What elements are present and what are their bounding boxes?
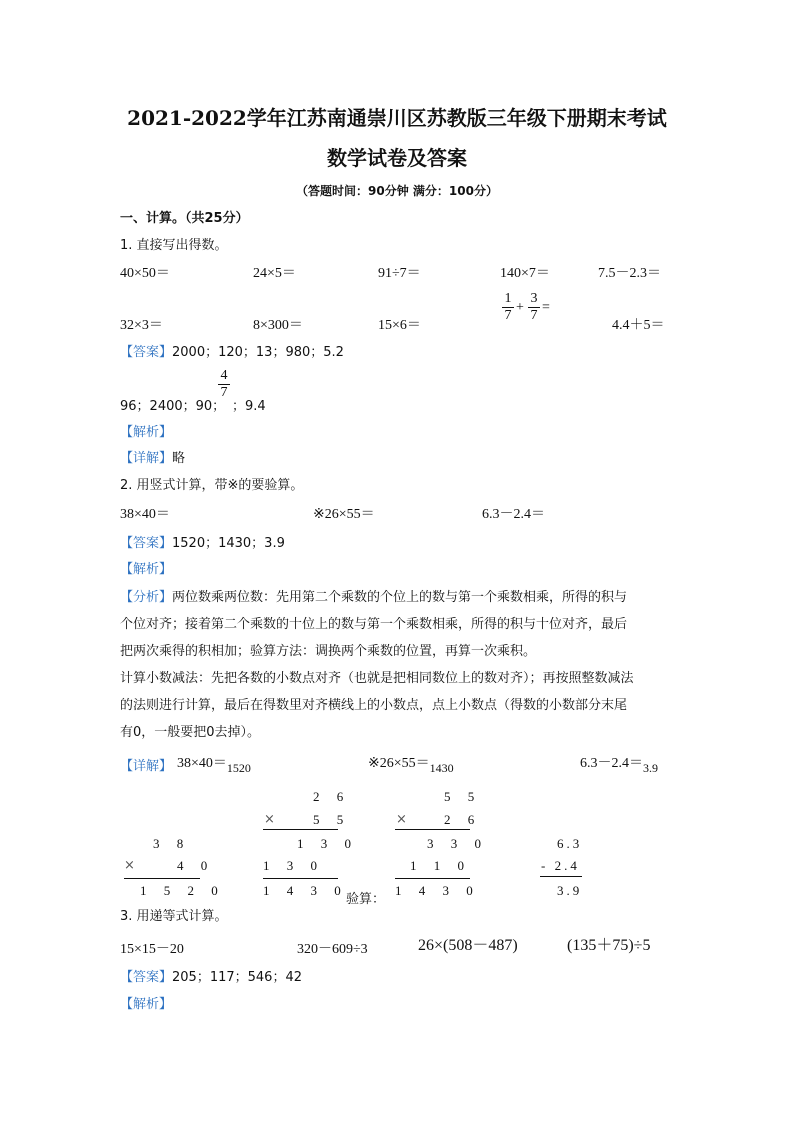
analysis-label: 【解析】 [120, 997, 173, 1012]
vertical-calc: 3.9 [557, 883, 583, 898]
answer: 【答案】1520；1430；3.9 [120, 536, 285, 551]
equals-sign: = [542, 300, 550, 315]
analysis-line: 计算小数减法：先把各数的小数点对齐（也就是把相同数位上的数对齐）；再按照整数减法 [120, 671, 634, 686]
answer [120, 341, 344, 360]
q1-problem: 140×7＝ [500, 266, 550, 281]
q1-problem: 7.5－2.3＝ [598, 266, 661, 281]
q1-label: 1. 直接写出得数。 [120, 238, 228, 253]
vertical-calc: 1 3 0 [297, 836, 358, 851]
analysis-line: 有0，一般要把0去掉）。 [120, 725, 261, 740]
vertical-calc: 1 1 0 [410, 858, 471, 873]
divider [263, 878, 338, 879]
vertical-calc: 5 5 [313, 812, 351, 827]
q3-problem: (135＋75)÷5 [567, 937, 651, 954]
title-line-1: 2021-2022学年江苏南通崇川区苏教版三年级下册期末考试 [127, 106, 667, 130]
vertical-calc: 2 6 [444, 812, 482, 827]
divider [263, 829, 338, 830]
vertical-calc: 6.3 [557, 836, 583, 851]
vertical-calc: 2 6 [313, 789, 351, 804]
vertical-calc: - 2.4 [541, 858, 580, 873]
vertical-calc: 1 4 3 0 [263, 883, 348, 898]
answer: 【答案】205；117；546；42 [120, 970, 302, 985]
q1-problem: 24×5＝ [253, 266, 296, 281]
detail-eq: 38×40＝1520 [177, 756, 251, 775]
analysis-label: 【解析】 [120, 425, 173, 440]
vertical-calc: 1 3 0 [263, 858, 324, 873]
analysis-line: 【分析】两位数乘两位数：先用第二个乘数的个位上的数与第一个乘数相乘，所得的积与 [120, 590, 628, 605]
q3-problem: 15×15－20 [120, 942, 184, 957]
answer-line-2: 96；2400；90； [120, 399, 226, 414]
plus-sign: + [516, 300, 524, 315]
q1-problem: 4.4＋5＝ [612, 318, 665, 333]
divider [124, 878, 200, 879]
q2-label: 2. 用竖式计算，带※的要验算。 [120, 478, 304, 493]
analysis-line: 个位对齐；接着第二个乘数的十位上的数与第一个乘数相乘，所得的积与十位对齐，最后 [120, 617, 628, 632]
q2-problem: 6.3－2.4＝ [482, 507, 545, 522]
analysis-line: 的法则进行计算，最后在得数里对齐横线上的小数点，点上小数点（得数的小数部分末尾 [120, 698, 628, 713]
title-line-2: 数学试卷及答案 [327, 146, 467, 170]
divider [540, 876, 582, 877]
detail-eq: 6.3－2.4＝3.9 [580, 756, 658, 775]
q3-label: 3. 用递等式计算。 [120, 909, 228, 924]
detail-label: 【详解】 [120, 759, 173, 774]
q1-problem: 8×300＝ [253, 318, 303, 333]
q3-problem: 26×(508－487) [418, 937, 518, 954]
answer-text: ；9.4 [232, 399, 266, 414]
q1-problem: 32×3＝ [120, 318, 163, 333]
analysis-line: 把两次乘得的积相加；验算方法：调换两个乘数的位置，再算一次乘积。 [120, 644, 537, 659]
analysis-label: 【解析】 [120, 562, 173, 577]
detail: 【详解】略 [120, 451, 186, 466]
vertical-calc: 1 5 2 0 [140, 883, 225, 898]
times-sign: × [396, 812, 407, 827]
vertical-calc: 3 8 [153, 836, 191, 851]
times-sign: × [124, 858, 135, 873]
section-heading: 一、计算。（共25分） [120, 211, 249, 226]
answer-fraction: $\frac{4}{7}$ [218, 368, 230, 401]
q2-problem: ※26×55＝ [313, 507, 375, 522]
fraction: $\frac{1}{7}$ [502, 291, 514, 324]
detail-eq: ※26×55＝1430 [368, 756, 454, 775]
vertical-calc: 3 3 0 [427, 836, 488, 851]
vertical-calc: 5 5 [444, 789, 482, 804]
subtitle: （答题时间：90分钟 满分：100分） [296, 184, 498, 198]
q2-problem: 38×40＝ [120, 507, 170, 522]
q1-problem: 15×6＝ [378, 318, 421, 333]
answer-label: 【答案】 [120, 345, 173, 360]
divider [395, 829, 470, 830]
vertical-calc: 1 4 3 0 [395, 883, 480, 898]
check-label: 验算： [346, 892, 386, 907]
answer-text: 2000；120；13；980；5.2 [172, 345, 344, 360]
q1-problem: 40×50＝ [120, 266, 170, 281]
vertical-calc: 4 0 [177, 858, 215, 873]
times-sign: × [264, 812, 275, 827]
q3-problem: 320－609÷3 [297, 942, 368, 957]
fraction: $\frac{3}{7}$ [528, 291, 540, 324]
divider [395, 878, 470, 879]
q1-problem: 91÷7＝ [378, 266, 421, 281]
